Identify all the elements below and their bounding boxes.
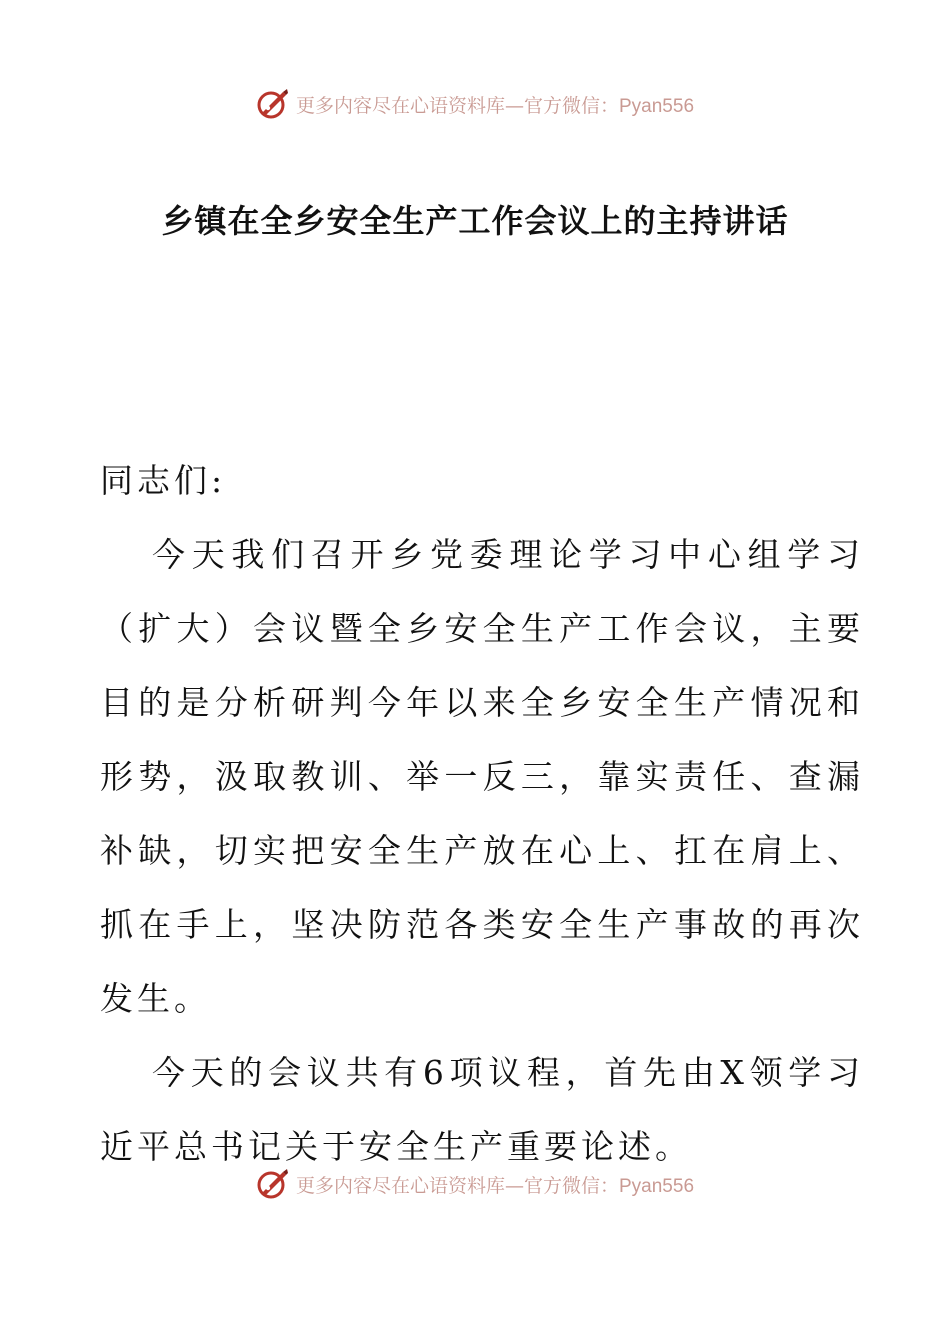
header-banner — [0, 84, 950, 124]
header-wechat-id: Pyan556 — [619, 95, 695, 117]
header-banner-text: 更多内容尽在心语资料库—官方微信：Pyan556 — [295, 94, 695, 117]
salutation: 同志们: — [100, 461, 227, 500]
document-body — [100, 444, 864, 1184]
paragraph-2: 今天的会议共有6项议程，首先由X领学习近平总书记关于安全生产重要论述。 — [100, 1053, 864, 1166]
footer-wechat-id: Pyan556 — [619, 1175, 695, 1197]
header-banner-content — [256, 87, 694, 121]
pen-circle-logo-icon — [256, 1167, 290, 1201]
footer-banner-text: 更多内容尽在心语资料库—官方微信：Pyan556 — [295, 1174, 695, 1197]
document-title: 乡镇在全乡安全生产工作会议上的主持讲话 — [161, 202, 789, 240]
paragraph-1: 今天我们召开乡党委理论学习中心组学习（扩大）会议暨全乡安全生产工作会议，主要目的是分析研判今年以来全乡安全生产情况和形势，汲取教训、举一反三，靠实责任、查漏补缺，切实把安全生产放在心上、扛在肩上、抓在手上，坚决防范各类安全生产事故的再次发生。 — [100, 535, 864, 1018]
footer-banner — [0, 1164, 950, 1204]
pen-circle-logo-icon — [256, 87, 290, 121]
footer-banner-content — [256, 1167, 694, 1201]
